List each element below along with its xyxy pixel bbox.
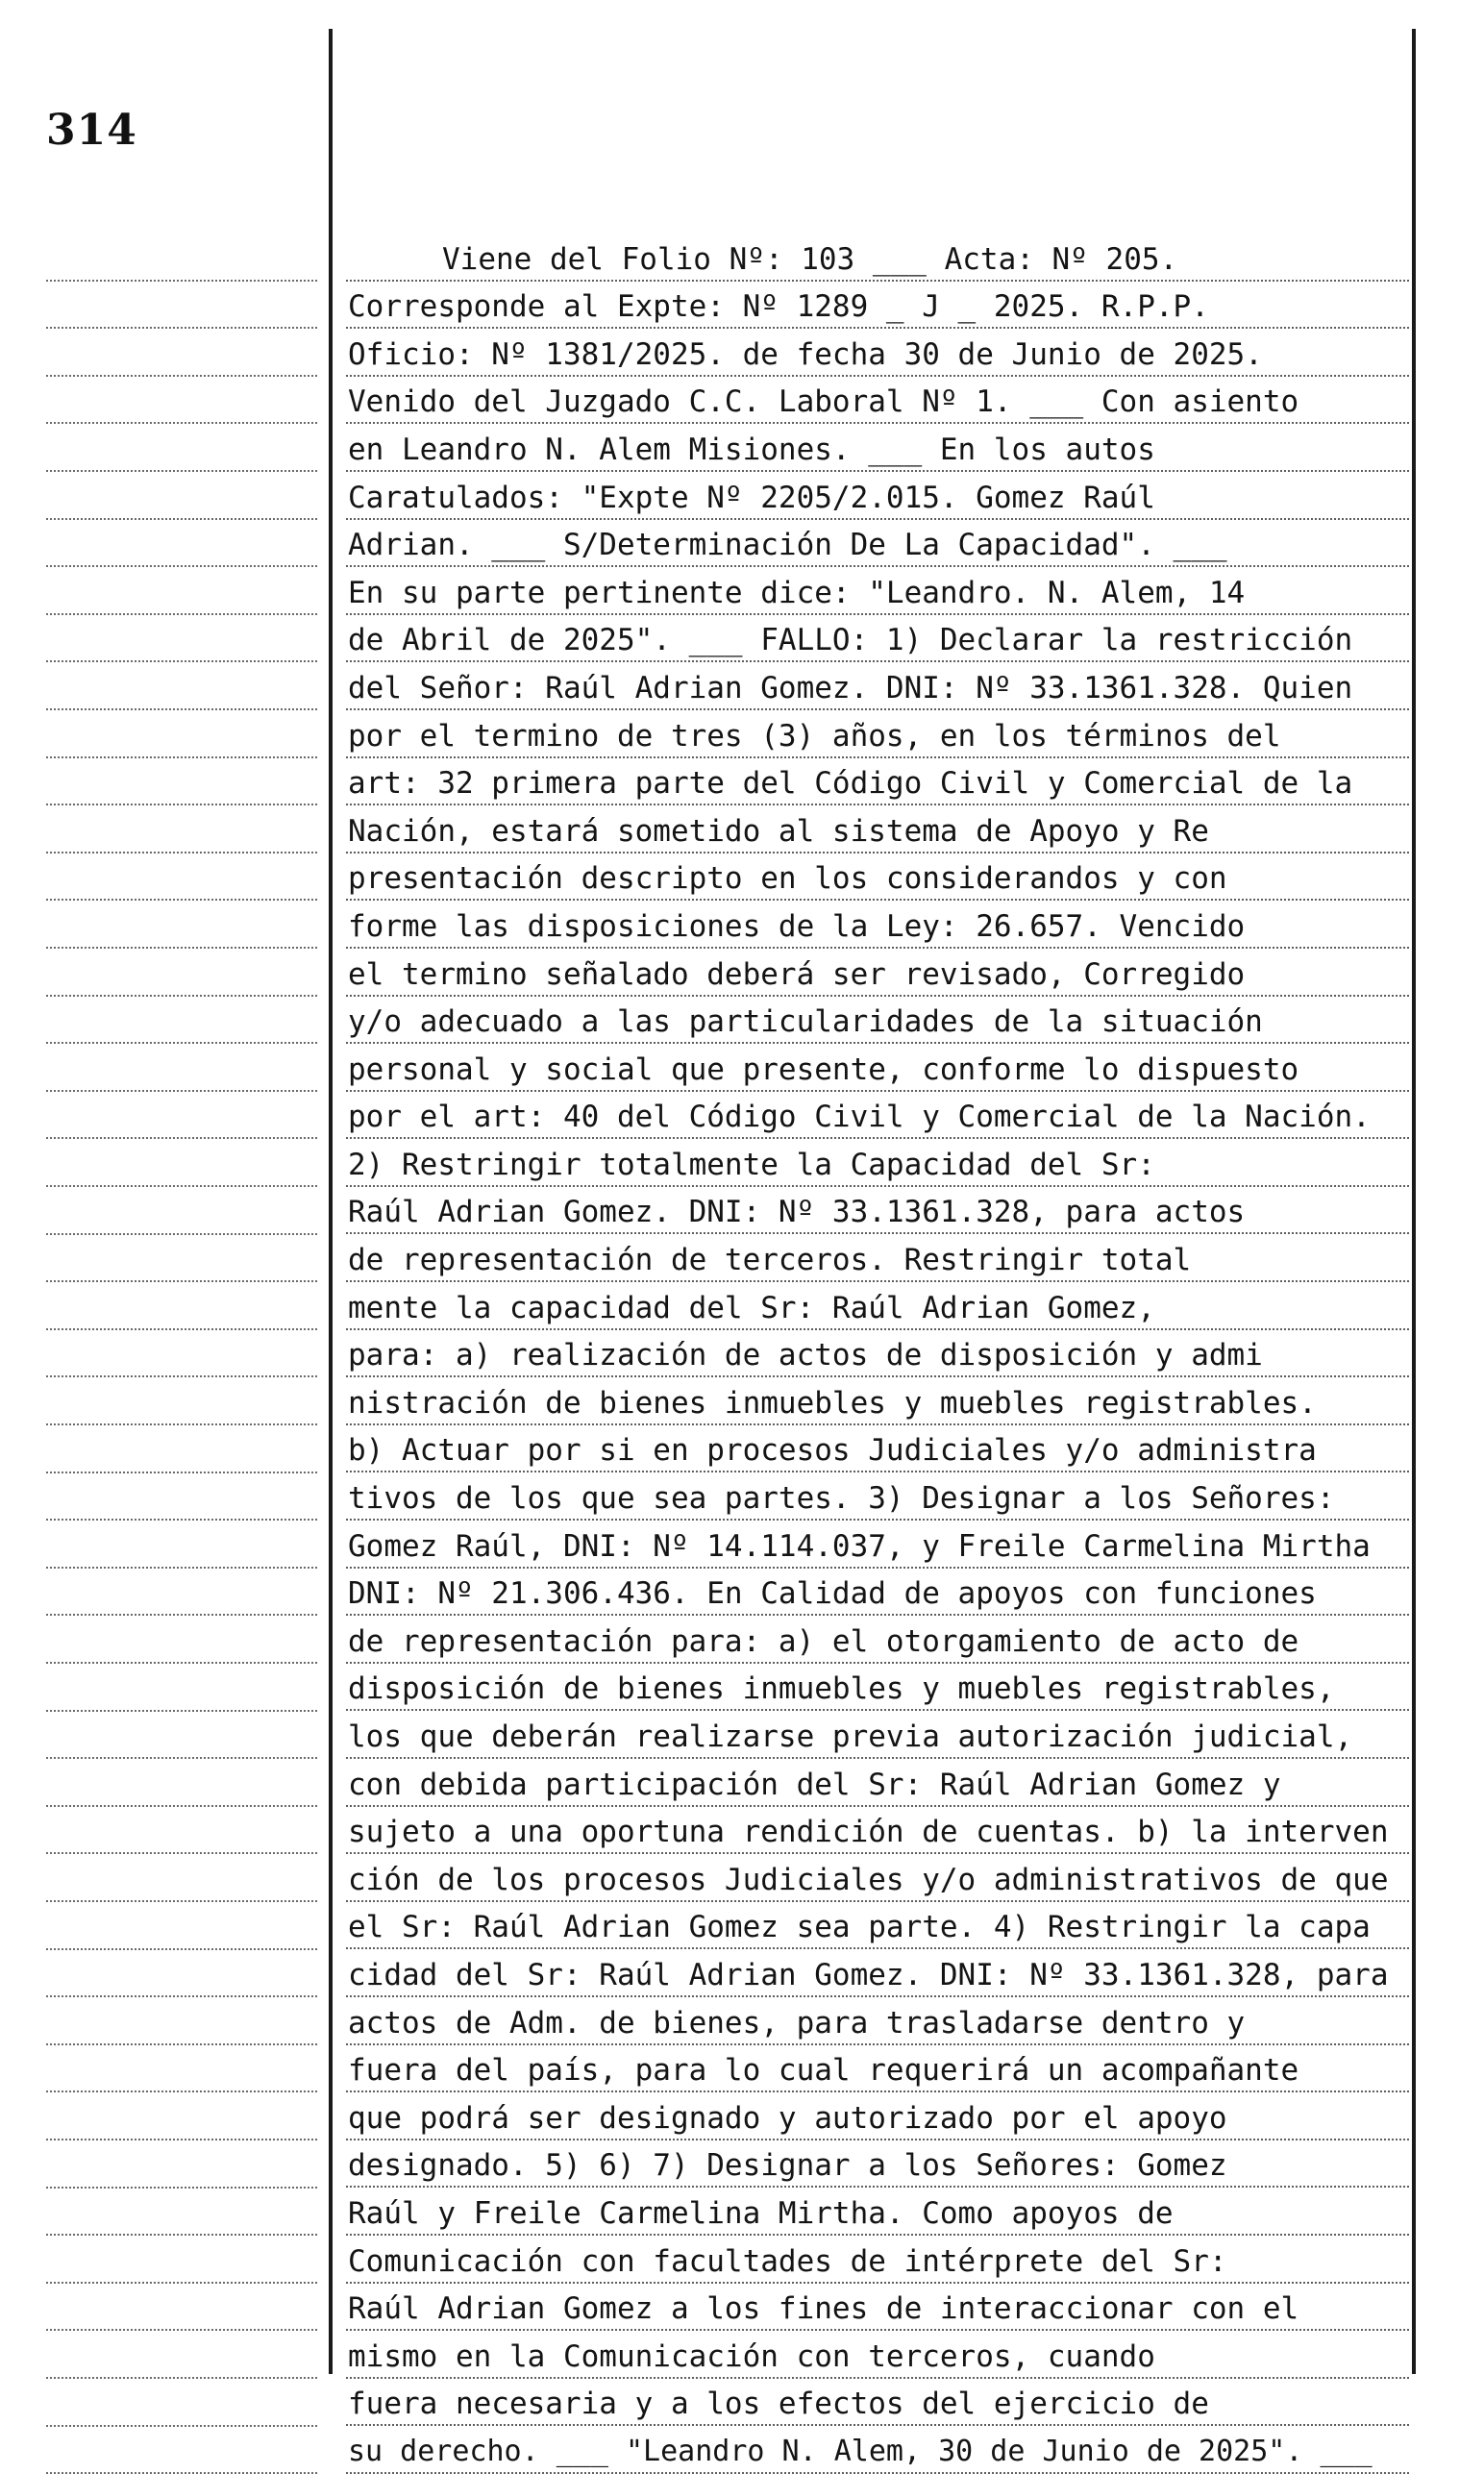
text-line <box>346 1282 1409 1330</box>
text-line-content: presentación descripto en los considerandos y con <box>348 861 1227 897</box>
text-line-content: con debida participación del Sr: Raúl Adrian Gomez y <box>348 1767 1281 1802</box>
margin-rule-stub <box>46 1090 317 1092</box>
text-line <box>346 1949 1409 1997</box>
text-line <box>346 1330 1409 1378</box>
margin-rule-stub <box>46 613 317 615</box>
text-line-content: cidad del Sr: Raúl Adrian Gomez. DNI: Nº 33.1361.328, para <box>348 1957 1389 1992</box>
text-line <box>346 997 1409 1045</box>
margin-rule-stub <box>46 852 317 854</box>
text-line <box>346 567 1409 615</box>
handwritten-text-block <box>346 234 1409 2474</box>
text-line-content: por el termino de tres (3) años, en los términos del <box>348 718 1281 754</box>
text-line-content: que podrá ser designado y autorizado por el apoyo <box>348 2100 1227 2136</box>
margin-rule-stub <box>46 708 317 710</box>
text-line-content: sujeto a una oportuna rendición de cuentas. b) la interven <box>348 1815 1389 1850</box>
text-line <box>346 1377 1409 1425</box>
text-line-content: fuera necesaria y a los efectos del ejercicio de <box>348 2387 1209 2422</box>
text-line-content: por el art: 40 del Código Civil y Comercial de la Nación. <box>348 1100 1371 1135</box>
text-line <box>346 282 1409 330</box>
margin-rule-stub <box>46 1757 317 1759</box>
margin-rule-stub <box>46 2282 317 2284</box>
margin-rule-stub <box>46 565 317 567</box>
text-line <box>346 329 1409 377</box>
margin-rule-stub <box>46 2043 317 2045</box>
margin-rule-stub <box>46 804 317 805</box>
text-line <box>346 2045 1409 2093</box>
text-line <box>346 1711 1409 1759</box>
margin-rule-stub <box>46 1995 317 1997</box>
text-line-content: disposición de bienes inmuebles y muebles registrables, <box>348 1671 1335 1707</box>
margin-rule-stub <box>46 2091 317 2092</box>
text-line-content: Adrian. ___ S/Determinación De La Capacidad". ___ <box>348 528 1227 563</box>
text-line <box>346 901 1409 949</box>
margin-rule-stub <box>46 1328 317 1330</box>
text-line-content: art: 32 primera parte del Código Civil y Comercial de la <box>348 766 1353 802</box>
text-line <box>346 2092 1409 2140</box>
text-line <box>346 1997 1409 2045</box>
text-line-content: nistración de bienes inmuebles y muebles registrables. <box>348 1385 1317 1421</box>
margin-rule-stub <box>46 1423 317 1425</box>
text-line <box>346 1807 1409 1855</box>
margin-rule-stub <box>46 1472 317 1473</box>
text-line <box>346 1044 1409 1092</box>
right-margin-rule <box>1412 29 1416 2374</box>
margin-rule-stub <box>46 756 317 758</box>
text-line <box>346 472 1409 520</box>
text-line-content: Comunicación con facultades de intérprete del Sr: <box>348 2243 1227 2279</box>
margin-rule-stub <box>46 1042 317 1044</box>
text-line-content: DNI: Nº 21.306.436. En Calidad de apoyos con funciones <box>348 1576 1317 1612</box>
text-line <box>346 377 1409 425</box>
text-line-content: para: a) realización de actos de disposición y admi <box>348 1338 1263 1373</box>
text-line <box>346 1616 1409 1664</box>
margin-rule-stub <box>46 375 317 377</box>
text-line <box>346 2379 1409 2427</box>
margin-rule-stub <box>46 1567 317 1569</box>
margin-rule-stub <box>46 899 317 901</box>
text-line <box>346 424 1409 472</box>
text-line-content: y/o adecuado a las particularidades de la situación <box>348 1004 1263 1040</box>
text-line-content: de representación de terceros. Restringir total <box>348 1243 1192 1278</box>
margin-rule-stub <box>46 327 317 329</box>
text-line-content: Raúl y Freile Carmelina Mirtha. Como apoyos de <box>348 2195 1174 2231</box>
text-line-content: de Abril de 2025". ___ FALLO: 1) Declarar la restricción <box>348 623 1353 658</box>
text-line-content: Corresponde al Expte: Nº 1289 _ J _ 2025. R.P.P. <box>348 289 1209 325</box>
text-line-content: Viene del Folio Nº: 103 ___ Acta: Nº 205. <box>442 241 1178 277</box>
margin-rule-stub <box>46 1185 317 1187</box>
text-line-content: el termino señalado deberá ser revisado, Corregido <box>348 956 1246 992</box>
margin-rule-stub <box>46 1852 317 1854</box>
margin-rule-stub <box>46 2425 317 2427</box>
text-line <box>346 2140 1409 2189</box>
margin-rule-stub <box>46 518 317 520</box>
text-line <box>346 1521 1409 1569</box>
text-line <box>346 1854 1409 1902</box>
text-line <box>346 234 1409 282</box>
text-line <box>346 710 1409 758</box>
text-line-content: Gomez Raúl, DNI: Nº 14.114.037, y Freile Carmelina Mirtha <box>348 1528 1371 1564</box>
text-line-content: del Señor: Raúl Adrian Gomez. DNI: Nº 33.1361.328. Quien <box>348 670 1353 705</box>
text-line <box>346 2236 1409 2284</box>
margin-rule-stub <box>46 1233 317 1235</box>
margin-rule-stub <box>46 995 317 997</box>
margin-rule-stub <box>46 2377 317 2379</box>
margin-rule-stub <box>46 1375 317 1377</box>
text-line <box>346 2331 1409 2379</box>
margin-rule-stub <box>46 1900 317 1902</box>
margin-rule-stub <box>46 1137 317 1139</box>
text-line <box>346 1472 1409 1521</box>
text-line-content: Caratulados: "Expte Nº 2205/2.015. Gomez Raúl <box>348 480 1155 515</box>
text-line <box>346 1664 1409 1712</box>
margin-rule-stub <box>46 2139 317 2140</box>
margin-rule-stub <box>46 1662 317 1664</box>
margin-rule-stub <box>46 1614 317 1616</box>
text-line <box>346 1234 1409 1282</box>
text-line-content: Raúl Adrian Gomez. DNI: Nº 33.1361.328, para actos <box>348 1195 1246 1230</box>
text-line <box>346 1569 1409 1617</box>
text-line-content: el Sr: Raúl Adrian Gomez sea parte. 4) Restringir la capa <box>348 1910 1371 1945</box>
margin-rule-stub <box>46 1519 317 1521</box>
text-line <box>346 805 1409 854</box>
text-line-content: actos de Adm. de bienes, para trasladarse dentro y <box>348 2005 1246 2041</box>
text-line-content: designado. 5) 6) 7) Designar a los Señores: Gomez <box>348 2148 1227 2184</box>
text-line <box>346 1187 1409 1235</box>
text-line <box>346 520 1409 568</box>
text-line <box>346 758 1409 806</box>
text-line-content: personal y social que presente, conforme lo dispuesto <box>348 1051 1299 1087</box>
text-line <box>346 2284 1409 2332</box>
text-line-content: Raúl Adrian Gomez a los fines de interaccionar con el <box>348 2291 1299 2327</box>
text-line <box>346 662 1409 710</box>
text-line-content: tivos de los que sea partes. 3) Designar a los Señores: <box>348 1481 1335 1517</box>
text-line <box>346 1092 1409 1140</box>
text-line-content: mismo en la Comunicación con terceros, cuando <box>348 2338 1155 2374</box>
text-line-content: los que deberán realizarse previa autorización judicial, <box>348 1719 1353 1754</box>
text-line-content: 2) Restringir totalmente la Capacidad del Sr: <box>348 1147 1155 1182</box>
margin-rule-stub <box>46 2187 317 2189</box>
margin-rule-stub <box>46 470 317 472</box>
text-line <box>346 1759 1409 1807</box>
text-line-content: mente la capacidad del Sr: Raúl Adrian Gomez, <box>348 1290 1155 1325</box>
text-line-content: Nación, estará sometido al sistema de Apoyo y Re <box>348 813 1209 849</box>
text-line-content: b) Actuar por si en procesos Judiciales y/o administra <box>348 1433 1317 1469</box>
margin-rule-stub <box>46 422 317 424</box>
text-line <box>346 2426 1409 2474</box>
text-line-content: fuera del país, para lo cual requerirá un acompañante <box>348 2053 1299 2089</box>
margin-rule-stub <box>46 1948 317 1950</box>
text-line-content: su derecho. ___ "Leandro N. Alem, 30 de Junio de 2025". ___ <box>348 2434 1373 2468</box>
text-line-content: Oficio: Nº 1381/2025. de fecha 30 de Junio de 2025. <box>348 336 1263 372</box>
text-line-content: Venido del Juzgado C.C. Laboral Nº 1. ___ Con asiento <box>348 384 1299 420</box>
margin-rule-stub <box>46 1280 317 1282</box>
margin-rule-stub <box>46 280 317 282</box>
text-line-content: en Leandro N. Alem Misiones. ___ En los autos <box>348 432 1155 467</box>
left-margin-rule <box>329 29 333 2374</box>
text-line <box>346 2188 1409 2236</box>
text-line-content: de representación para: a) el otorgamiento de acto de <box>348 1623 1299 1659</box>
text-line <box>346 854 1409 902</box>
text-line <box>346 1425 1409 1473</box>
text-line-content: ción de los procesos Judiciales y/o administrativos de que <box>348 1862 1389 1897</box>
text-line-content: En su parte pertinente dice: "Leandro. N. Alem, 14 <box>348 575 1246 610</box>
margin-rule-stub <box>46 947 317 949</box>
margin-rule-stub <box>46 2329 317 2331</box>
text-line <box>346 1139 1409 1187</box>
text-line <box>346 615 1409 663</box>
margin-rule-stub <box>46 2234 317 2236</box>
margin-rule-stub <box>46 1710 317 1712</box>
text-line-content: forme las disposiciones de la Ley: 26.657. Vencido <box>348 908 1246 944</box>
margin-rule-stub <box>46 660 317 662</box>
folio-number: 314 <box>46 106 137 155</box>
margin-rule-stub <box>46 1805 317 1807</box>
text-line <box>346 1902 1409 1950</box>
text-line <box>346 949 1409 997</box>
